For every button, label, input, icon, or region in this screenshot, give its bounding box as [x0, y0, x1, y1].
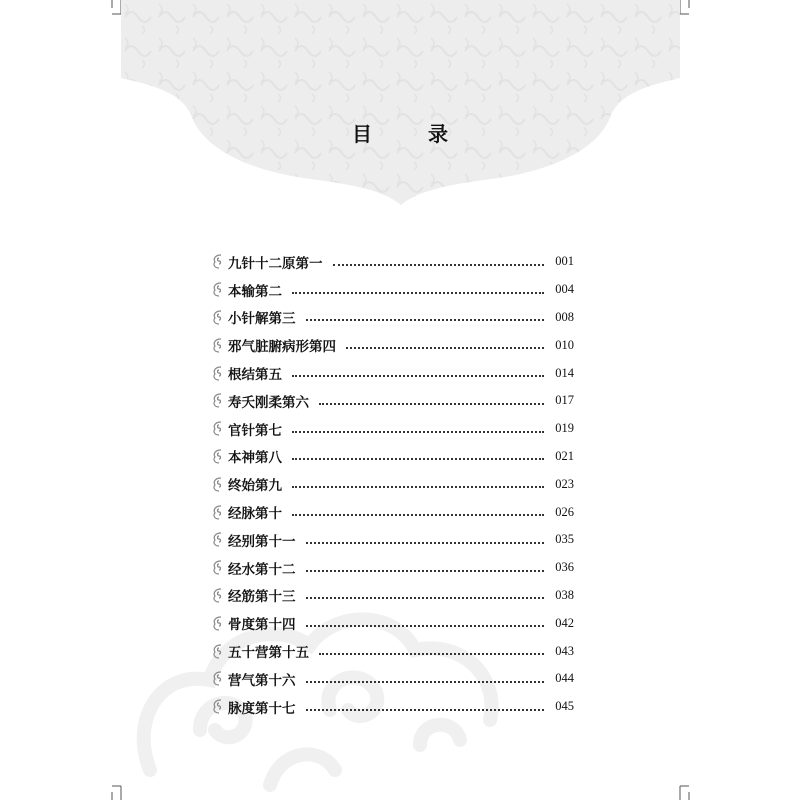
toc-entry[interactable] — [212, 415, 574, 443]
cloud-scroll-icon — [212, 449, 225, 464]
dot-leader — [292, 486, 544, 488]
toc-entry[interactable] — [212, 331, 574, 359]
cloud-scroll-icon — [212, 366, 225, 381]
cloud-scroll-icon — [212, 699, 225, 714]
table-of-contents — [212, 248, 574, 721]
dot-leader — [319, 403, 544, 405]
toc-entry-page: 010 — [555, 337, 574, 352]
cloud-scroll-icon — [212, 421, 225, 436]
dot-leader — [319, 653, 544, 655]
toc-entry[interactable] — [212, 554, 574, 582]
toc-entry-title: 官针第七 — [228, 422, 282, 439]
toc-entry-title: 脉度第十七 — [228, 700, 296, 717]
toc-entry-page: 043 — [555, 643, 574, 658]
toc-entry-page: 023 — [555, 476, 574, 491]
dot-leader — [306, 319, 545, 321]
page-title: 目 录 — [352, 122, 466, 146]
dot-leader — [346, 347, 544, 349]
toc-entry-title: 本神第八 — [228, 450, 282, 467]
cloud-scroll-icon — [212, 644, 225, 659]
toc-entry-page: 014 — [555, 365, 574, 380]
toc-entry-page: 038 — [555, 587, 574, 602]
toc-entry-title: 本输第二 — [228, 283, 282, 300]
toc-entry[interactable] — [212, 693, 574, 721]
toc-entry[interactable] — [212, 637, 574, 665]
cloud-scroll-icon — [212, 282, 225, 297]
toc-entry-page: 001 — [555, 254, 574, 269]
toc-entry-page: 019 — [555, 421, 574, 436]
toc-entry-title: 九针十二原第一 — [228, 255, 323, 272]
dot-leader — [306, 709, 545, 711]
toc-entry-page: 021 — [555, 448, 574, 463]
toc-entry-title: 五十营第十五 — [228, 645, 309, 662]
toc-entry-page: 008 — [555, 309, 574, 324]
cloud-scroll-icon — [212, 310, 225, 325]
cloud-scroll-icon — [212, 393, 225, 408]
toc-entry[interactable] — [212, 470, 574, 498]
toc-entry-page: 004 — [555, 282, 574, 297]
toc-entry-title: 终始第九 — [228, 478, 282, 495]
cloud-scroll-icon — [212, 477, 225, 492]
header-decorative-band — [121, 0, 680, 205]
cloud-scroll-icon — [212, 616, 225, 631]
toc-entry[interactable] — [212, 498, 574, 526]
cloud-scroll-icon — [212, 254, 225, 269]
toc-entry-title: 营气第十六 — [228, 672, 296, 689]
toc-entry-page: 036 — [555, 560, 574, 575]
toc-entry-title: 小针解第三 — [228, 311, 296, 328]
toc-entry-title: 经别第十一 — [228, 533, 296, 550]
dot-leader — [306, 542, 545, 544]
toc-entry-title: 根结第五 — [228, 367, 282, 384]
toc-entry[interactable] — [212, 387, 574, 415]
cloud-scroll-icon — [212, 532, 225, 547]
dot-leader — [333, 264, 545, 266]
dot-leader — [306, 625, 545, 627]
cloud-scroll-icon — [212, 338, 225, 353]
toc-entry[interactable] — [212, 665, 574, 693]
toc-entry-page: 045 — [555, 699, 574, 714]
toc-entry-page: 042 — [555, 615, 574, 630]
cloud-scroll-icon — [212, 560, 225, 575]
dot-leader — [306, 570, 545, 572]
toc-entry-page: 017 — [555, 393, 574, 408]
toc-entry[interactable] — [212, 582, 574, 610]
dot-leader — [292, 431, 544, 433]
toc-entry[interactable] — [212, 304, 574, 332]
cloud-scroll-icon — [212, 505, 225, 520]
toc-entry-title: 经水第十二 — [228, 561, 296, 578]
dot-leader — [306, 597, 545, 599]
dot-leader — [292, 292, 544, 294]
toc-entry-title: 经筋第十三 — [228, 589, 296, 606]
toc-entry-title: 骨度第十四 — [228, 617, 296, 634]
dot-leader — [292, 375, 544, 377]
toc-entry-page: 044 — [555, 671, 574, 686]
toc-entry[interactable] — [212, 276, 574, 304]
dot-leader — [292, 514, 544, 516]
toc-entry[interactable] — [212, 248, 574, 276]
toc-entry-title: 寿夭刚柔第六 — [228, 394, 309, 411]
toc-entry-title: 邪气脏腑病形第四 — [228, 339, 336, 356]
toc-entry[interactable] — [212, 359, 574, 387]
toc-entry-title: 经脉第十 — [228, 506, 282, 523]
dot-leader — [306, 681, 545, 683]
toc-entry[interactable] — [212, 443, 574, 471]
toc-entry-page: 026 — [555, 504, 574, 519]
toc-entry-page: 035 — [555, 532, 574, 547]
toc-entry[interactable] — [212, 526, 574, 554]
dot-leader — [292, 458, 544, 460]
cloud-scroll-icon — [212, 671, 225, 686]
cloud-scroll-icon — [212, 588, 225, 603]
toc-entry[interactable] — [212, 609, 574, 637]
